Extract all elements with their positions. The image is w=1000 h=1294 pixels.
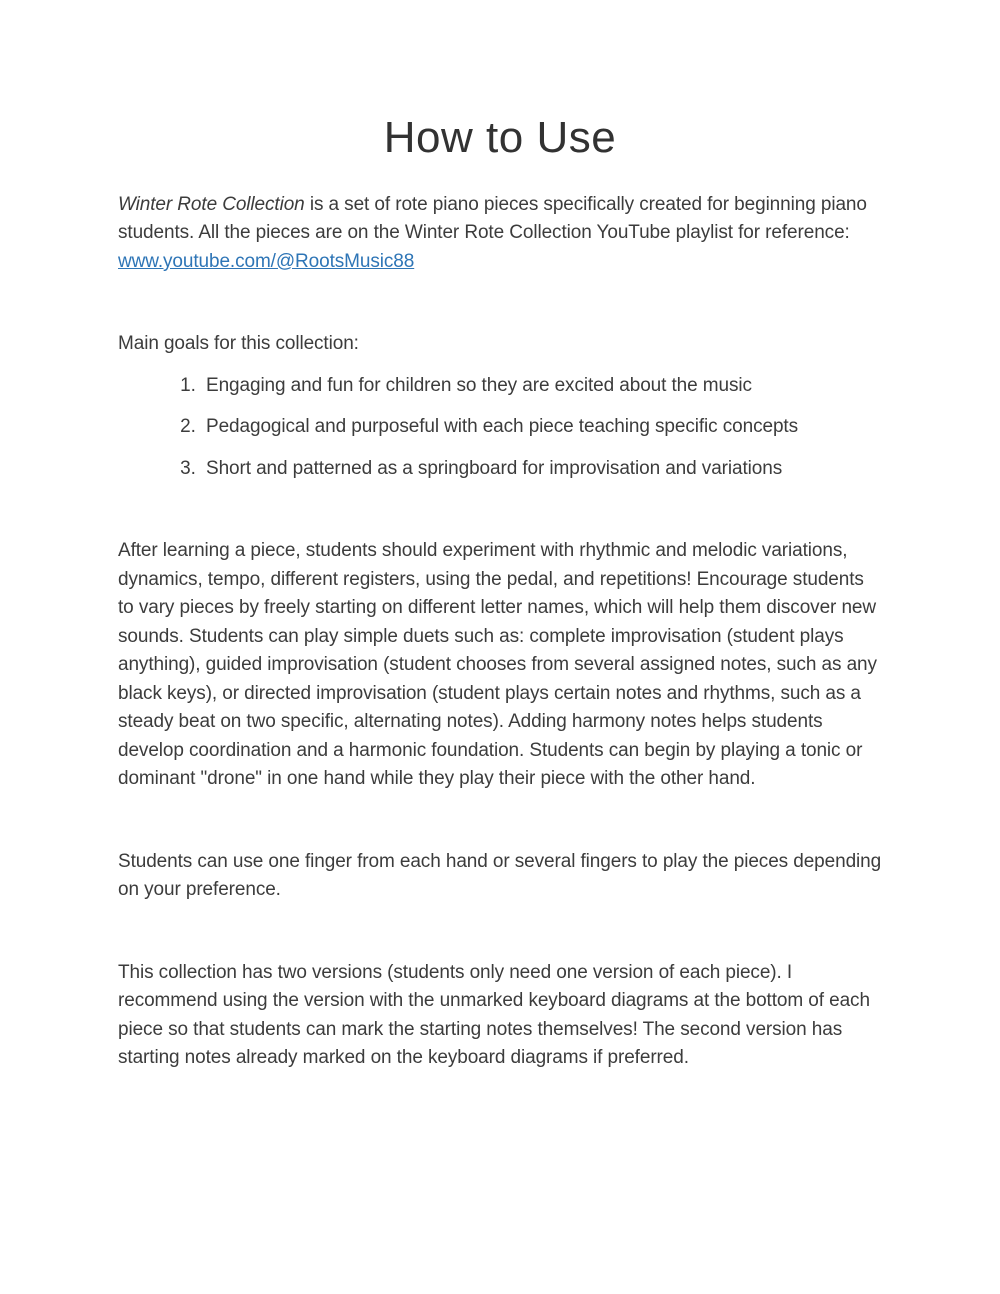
youtube-playlist-link[interactable]: www.youtube.com/@RootsMusic88 — [118, 250, 415, 272]
page-title: How to Use — [383, 113, 617, 162]
goal-item-1: 1. Engaging and fun for children so they are excited about the music — [201, 372, 882, 401]
goals-label: Main goals for this collection: — [118, 333, 359, 355]
intro-paragraph — [118, 191, 882, 277]
goal-item-3: 3. Short and patterned as a springboard for improvisation and variations — [201, 455, 882, 484]
collection-name-italic: Winter Rote Collection — [118, 193, 305, 215]
intro-text: is a set of rote piano pieces specifically created for beginning piano students. All the pieces are on the Winter Rote Collection YouTube playlist for reference: — [118, 193, 867, 244]
goal-item-2: 2. Pedagogical and purposeful with each piece teaching specific concepts — [201, 413, 882, 442]
goals-list — [118, 372, 882, 484]
versions-paragraph: This collection has two versions (students only need one version of each piece). I recommend using the version with the unmarked keyboard diagrams at the bottom of each piece so that students can mark the starting notes themselves! The second version has starting notes already marked on the keyboard diagrams if preferred. — [118, 961, 870, 1069]
variations-paragraph: After learning a piece, students should experiment with rhythmic and melodic variations, dynamics, tempo, different registers, using the pedal, and repetitions! Encourage students to vary pieces by freely starting on different letter names, which will help them discover new sounds. Students can play simple duets such as: complete improvisation (student plays anything), guided improvisation (student chooses from several assigned notes, such as any black keys), or directed improvisation (student plays certain notes and rhythms, such as a steady beat on two specific, alternating notes). Adding harmony notes helps students develop coordination and a harmonic foundation. Students can begin by playing a tonic or dominant "drone" in one hand while they play their piece with the other hand. — [118, 540, 877, 790]
fingers-paragraph: Students can use one finger from each hand or several fingers to play the pieces depending on your preference. — [118, 850, 882, 901]
